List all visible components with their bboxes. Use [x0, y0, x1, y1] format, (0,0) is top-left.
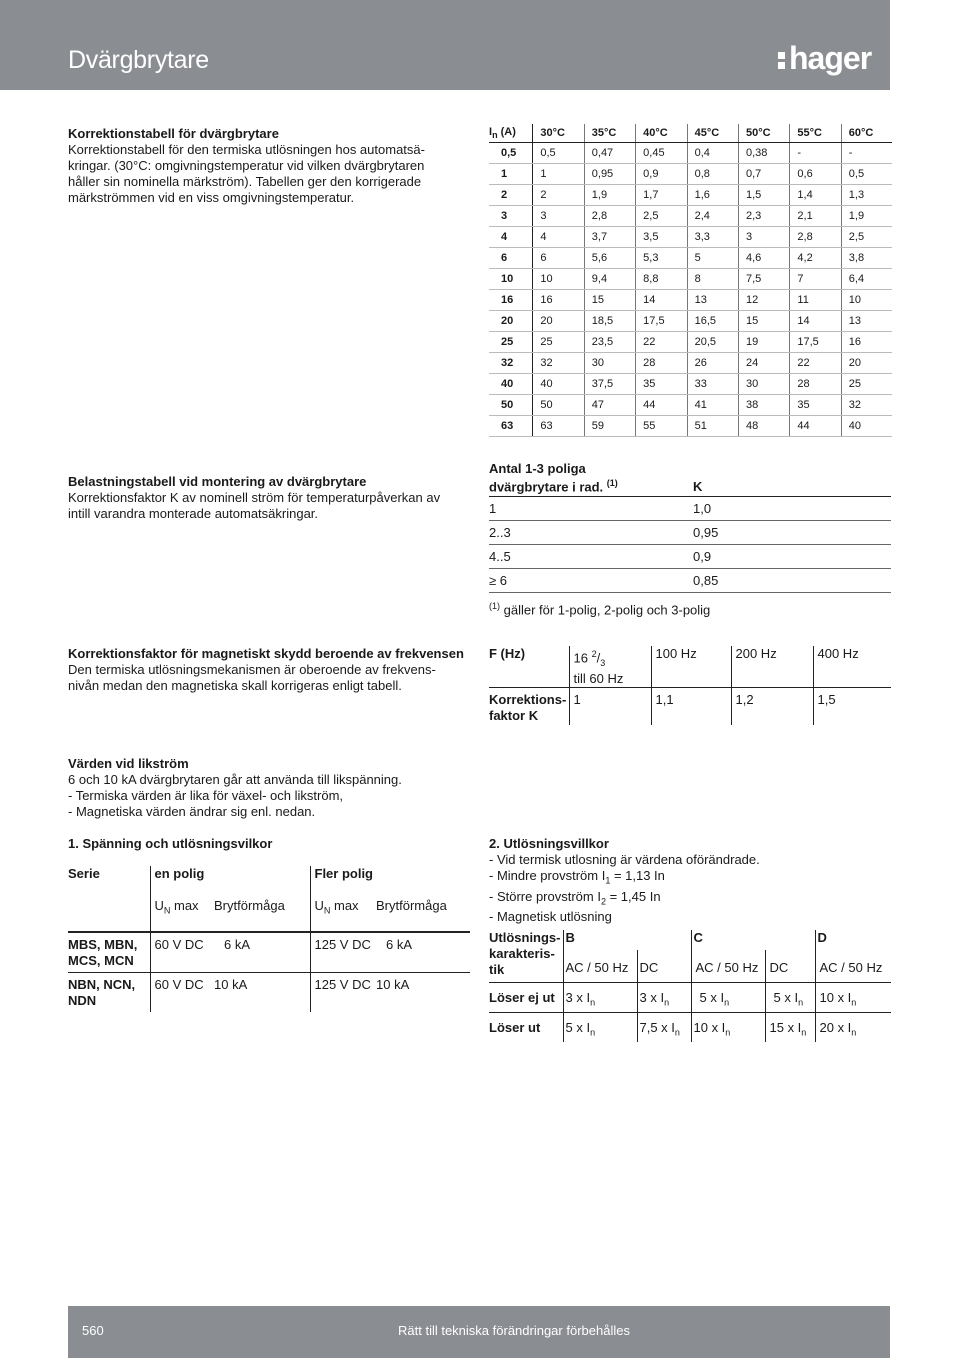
table-cell: 1,3 — [841, 184, 892, 205]
table-cell: 6 — [533, 247, 584, 268]
table-cell: 40 — [489, 373, 533, 394]
table-row — [489, 247, 892, 268]
table-cell: 0,5 — [841, 163, 892, 184]
table-cell: 17,5 — [636, 310, 687, 331]
table-cell: 18,5 — [584, 310, 635, 331]
table-cell: 0,95 — [584, 163, 635, 184]
table-cell: 16 — [489, 289, 533, 310]
table-cell: 16,5 — [687, 310, 738, 331]
table-cell: 6 — [489, 247, 533, 268]
table-cell: 25 — [533, 331, 584, 352]
freq-title: Korrektionsfaktor för magnetiskt skydd beroende av frekvensen — [68, 646, 464, 661]
table-row: Löser ej ut 3 x $I_n$ 3 x $I_n$ 5 x $I_n$ 5 x $I_n$ 10 x $I_n$ — [489, 982, 891, 1012]
table-cell: 1 — [533, 163, 584, 184]
table-cell: 10 — [841, 289, 892, 310]
table-cell: 51 — [687, 415, 738, 436]
table-cell: 32 — [489, 352, 533, 373]
table-cell: 16 — [533, 289, 584, 310]
table-cell: 0,5 — [489, 142, 533, 163]
table-cell: 2,8 — [584, 205, 635, 226]
table-cell: 13 — [841, 310, 892, 331]
table-cell: 30 — [738, 373, 789, 394]
col-count: Antal 1-3 poliga dvärgbrytare i rad. $^{(1)}$ — [489, 462, 693, 497]
table-cell: 38 — [738, 394, 789, 415]
load-intro — [68, 474, 473, 522]
table-cell: 1,6 — [687, 184, 738, 205]
voltage-subhead: $U_N$ max Brytförmåga $U_N$ max Brytförmåga — [68, 898, 470, 932]
trip-title: 2. Utlösningsvillkor — [489, 836, 609, 851]
table-cell: 1 — [489, 163, 533, 184]
trip-conditions: 2. Utlösningsvillkor - Vid termisk utlosning är värdena oförändrade. - Mindre provström $I_1 = 1,13$ In - Större provström $I_2 = 1,45$ In - Magnetisk utlösning — [489, 836, 889, 925]
page-header — [0, 0, 890, 90]
correction-text: kringar. (30°C: omgivningstemperatur vid vilken dvärgbrytaren — [68, 158, 425, 173]
table-cell: 3 — [533, 205, 584, 226]
table-row: NBN, NCN, NDN 60 V DC 10 kA 125 V DC 10 kA — [68, 972, 470, 1012]
table-cell: 59 — [584, 415, 635, 436]
table-cell: 4 — [489, 226, 533, 247]
table-cell: 6,4 — [841, 268, 892, 289]
load-title: Belastningstabell vid montering av dvärgbrytare — [68, 474, 367, 489]
table-cell: 5,3 — [636, 247, 687, 268]
table-cell: 1,4 — [790, 184, 841, 205]
page-number: 560 — [82, 1323, 104, 1338]
table-row — [489, 331, 892, 352]
table-cell: 0,9 — [636, 163, 687, 184]
correction-text: Korrektionstabell för den termiska utlösningen hos automatsä- — [68, 142, 425, 157]
dc-values: Värden vid likström 6 och 10 kA dvärgbrytaren går att använda till likspänning. - Termiska värden är lika för växel- och likström, - Magnetiska värden ändrar sig enl. nedan. — [68, 756, 488, 820]
k-label: Korrektions- faktor K — [489, 691, 567, 723]
col-60c: 60°C — [841, 124, 892, 142]
freq-text: Den termiska utlösningsmekanismen är oberoende av frekvens- — [68, 662, 436, 677]
table-cell: 3,7 — [584, 226, 635, 247]
table-row — [489, 415, 892, 436]
table-row — [489, 142, 892, 163]
table-cell: 47 — [584, 394, 635, 415]
table-cell: 5 — [687, 247, 738, 268]
table-cell: 26 — [687, 352, 738, 373]
table-cell: 50 — [489, 394, 533, 415]
table-cell: 25 — [841, 373, 892, 394]
correction-text: märkströmmen vid en viss omgivningstemperatur. — [68, 190, 355, 205]
hager-logo: hager — [778, 40, 871, 77]
table-cell: 3 — [489, 205, 533, 226]
frequency-row — [489, 646, 891, 687]
load-text: Korrektionsfaktor K av nominell ström för temperaturpåverkan av — [68, 490, 441, 505]
table-cell: 22 — [790, 352, 841, 373]
logo-mark-icon — [778, 49, 786, 71]
table-row — [489, 373, 892, 394]
table-cell: 28 — [790, 373, 841, 394]
load-footnote: $^{(1)}$ gäller för 1-polig, 2-polig och 3-polig — [489, 601, 711, 618]
table-cell: 15 — [584, 289, 635, 310]
load-table-header — [489, 462, 891, 497]
correction-intro — [68, 126, 468, 206]
col-35c: 35°C — [584, 124, 635, 142]
table-row — [489, 184, 892, 205]
table-cell: 32 — [841, 394, 892, 415]
table-cell: 3 — [738, 226, 789, 247]
table-cell: 0,6 — [790, 163, 841, 184]
page-title: Dvärgbrytare — [68, 46, 209, 74]
col-in: $I_n$ (A) — [489, 124, 533, 142]
table-cell: 5,6 — [584, 247, 635, 268]
voltage-title: 1. Spänning och utlösningsvilkor — [68, 836, 273, 851]
table-cell: 0,38 — [738, 142, 789, 163]
table-cell: 14 — [636, 289, 687, 310]
table-cell: 9,4 — [584, 268, 635, 289]
table-cell: 16 — [841, 331, 892, 352]
table-cell: 48 — [738, 415, 789, 436]
f-16: 16 $^2/_3$ till 60 Hz — [569, 646, 651, 687]
table-cell: 15 — [738, 310, 789, 331]
table-cell: 2 — [533, 184, 584, 205]
table-cell: 3,3 — [687, 226, 738, 247]
table-cell: 25 — [489, 331, 533, 352]
table-cell: 2,5 — [841, 226, 892, 247]
table-cell: 20 — [533, 310, 584, 331]
table-row: 4..5 0,9 — [489, 545, 891, 569]
table-row: 2..3 0,95 — [489, 521, 891, 545]
table-cell: 1,5 — [738, 184, 789, 205]
table-cell: 10 — [533, 268, 584, 289]
table-cell: 13 — [687, 289, 738, 310]
col-k: K — [693, 462, 891, 497]
table-cell: 8,8 — [636, 268, 687, 289]
voltage-table — [68, 866, 470, 1012]
table-cell: 28 — [636, 352, 687, 373]
table-cell: 0,47 — [584, 142, 635, 163]
table-cell: 30 — [584, 352, 635, 373]
table-cell: 33 — [687, 373, 738, 394]
table-cell: 7,5 — [738, 268, 789, 289]
table-cell: 24 — [738, 352, 789, 373]
table-cell: 14 — [790, 310, 841, 331]
freq-intro — [68, 646, 473, 694]
table-cell: 0,8 — [687, 163, 738, 184]
f-100: 100 Hz — [651, 646, 731, 687]
col-50c: 50°C — [738, 124, 789, 142]
table-cell: 0,45 — [636, 142, 687, 163]
trip-subhead: AC / 50 Hz DC AC / 50 Hz DC AC / 50 Hz — [489, 950, 891, 982]
table-cell: 63 — [533, 415, 584, 436]
table-cell: 2,4 — [687, 205, 738, 226]
footer-note: Rätt till tekniska förändringar förbehålles — [398, 1323, 630, 1338]
table-cell: 0,5 — [533, 142, 584, 163]
table-cell: 37,5 — [584, 373, 635, 394]
table-cell: 23,5 — [584, 331, 635, 352]
table-cell: 40 — [841, 415, 892, 436]
table-cell: 22 — [636, 331, 687, 352]
table-cell: 35 — [636, 373, 687, 394]
table-cell: 1,7 — [636, 184, 687, 205]
table-row — [489, 310, 892, 331]
frequency-table — [489, 646, 891, 725]
voltage-head: Serie en polig Fler polig — [68, 866, 470, 898]
f-200: 200 Hz — [731, 646, 813, 687]
table-cell: 20,5 — [687, 331, 738, 352]
table-row — [489, 205, 892, 226]
table-cell: 63 — [489, 415, 533, 436]
load-text: intill varandra monterade automatsäkringar. — [68, 506, 319, 521]
col-45c: 45°C — [687, 124, 738, 142]
table-cell: 4,6 — [738, 247, 789, 268]
col-55c: 55°C — [790, 124, 841, 142]
table-cell: 2,3 — [738, 205, 789, 226]
table-cell: 32 — [533, 352, 584, 373]
table-row — [489, 289, 892, 310]
col-30c: 30°C — [533, 124, 584, 142]
k-row: Korrektions- faktor K 1 1,1 1,2 1,5 — [489, 687, 891, 725]
table-row: Löser ut 5 x $I_n$ 7,5 x $I_n$ 10 x $I_n$ 15 x $I_n$ 20 x $I_n$ — [489, 1012, 891, 1042]
table-cell: 19 — [738, 331, 789, 352]
table-cell: 2,5 — [636, 205, 687, 226]
table-cell: 40 — [533, 373, 584, 394]
table-row — [489, 352, 892, 373]
table-cell: 35 — [790, 394, 841, 415]
table-row — [489, 226, 892, 247]
table-cell: 11 — [790, 289, 841, 310]
correction-title: Korrektionstabell för dvärgbrytare — [68, 126, 279, 141]
table-cell: - — [841, 142, 892, 163]
correction-table — [489, 124, 892, 437]
dc-title: Värden vid likström — [68, 756, 189, 771]
f-label: F (Hz) — [489, 646, 569, 687]
table-row — [489, 163, 892, 184]
load-table — [489, 462, 891, 593]
table-row: MBS, MBN, MCS, MCN 60 V DC 6 kA 125 V DC 6 kA — [68, 932, 470, 972]
trip-head: Utlösnings- karakteris- tik B C D — [489, 930, 891, 950]
table-cell: 17,5 — [790, 331, 841, 352]
table-row — [489, 394, 892, 415]
table-row: ≥ 6 0,85 — [489, 569, 891, 593]
page-footer — [68, 1306, 890, 1358]
freq-text: nivån medan den magnetiska skall korrigeras enligt tabell. — [68, 678, 402, 693]
table-cell: 55 — [636, 415, 687, 436]
table-cell: 1,9 — [841, 205, 892, 226]
table-cell: 4,2 — [790, 247, 841, 268]
table-cell: 2,1 — [790, 205, 841, 226]
col-40c: 40°C — [636, 124, 687, 142]
table-row — [489, 268, 892, 289]
table-cell: 10 — [489, 268, 533, 289]
trip-table — [489, 930, 891, 1042]
correction-text: håller sin nominella märkström). Tabellen ger den korrigerade — [68, 174, 422, 189]
table-cell: 4 — [533, 226, 584, 247]
table-cell: 20 — [489, 310, 533, 331]
table-cell: 2 — [489, 184, 533, 205]
table-row: 1 1,0 — [489, 497, 891, 521]
table-cell: 0,7 — [738, 163, 789, 184]
table-cell: 3,5 — [636, 226, 687, 247]
table-cell: 3,8 — [841, 247, 892, 268]
correction-table-header — [489, 124, 892, 142]
table-cell: 0,4 — [687, 142, 738, 163]
table-cell: 50 — [533, 394, 584, 415]
table-cell: 2,8 — [790, 226, 841, 247]
table-cell: 20 — [841, 352, 892, 373]
table-cell: 44 — [790, 415, 841, 436]
table-cell: 7 — [790, 268, 841, 289]
table-cell: 41 — [687, 394, 738, 415]
table-cell: - — [790, 142, 841, 163]
table-cell: 12 — [738, 289, 789, 310]
table-cell: 1,9 — [584, 184, 635, 205]
f-400: 400 Hz — [813, 646, 891, 687]
table-cell: 8 — [687, 268, 738, 289]
table-cell: 44 — [636, 394, 687, 415]
